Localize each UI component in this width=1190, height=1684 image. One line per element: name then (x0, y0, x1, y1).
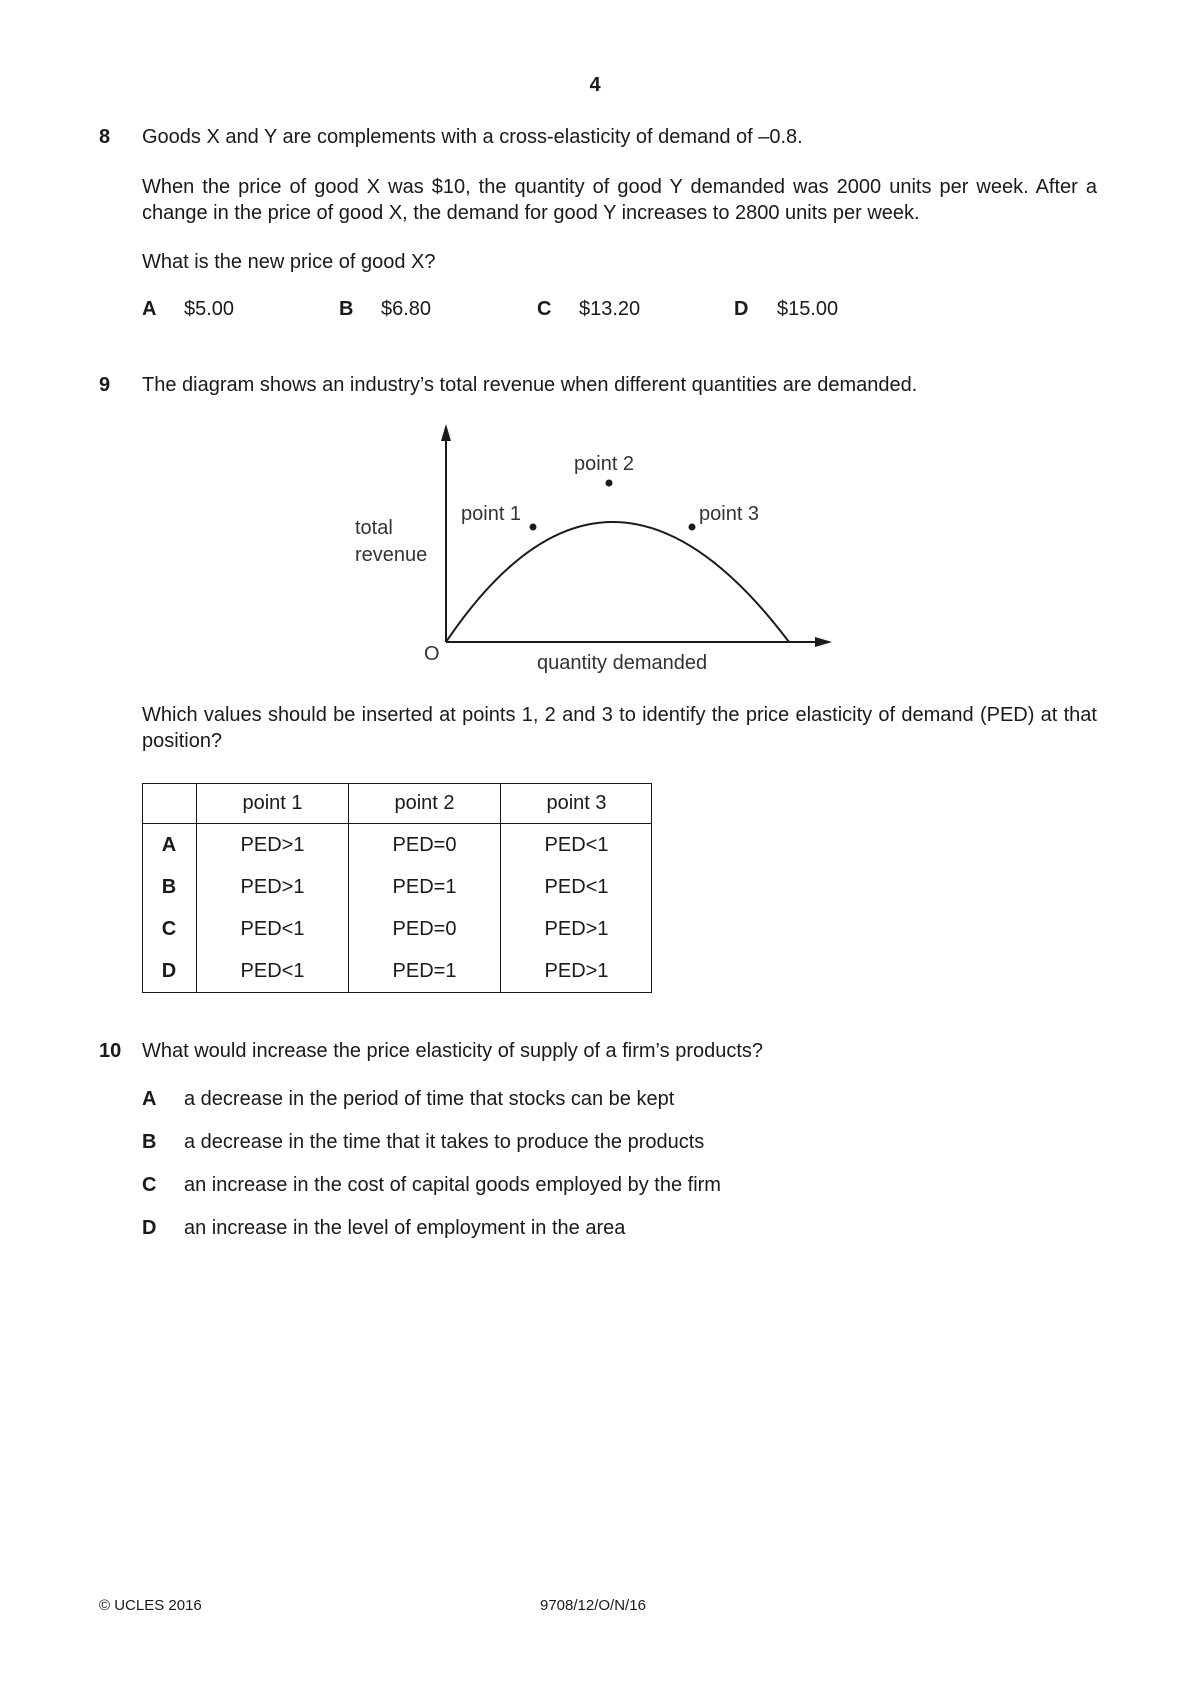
row-point-1-value: PED>1 (197, 866, 349, 908)
row-point-2-value: PED=1 (349, 950, 501, 992)
q10-option-b-letter: B (142, 1131, 157, 1153)
row-point-1-value: PED<1 (197, 950, 349, 992)
row-letter: B (142, 866, 197, 908)
row-point-2-value: PED=1 (349, 866, 501, 908)
q10-option-c-text: an increase in the cost of capital goods employed by the firm (184, 1174, 721, 1196)
row-point-1-value: PED<1 (197, 908, 349, 950)
table-row (142, 908, 652, 950)
x-axis-label: quantity demanded (537, 652, 708, 674)
q8-option-c-text: $13.20 (579, 298, 641, 320)
question-8-info: When the price of good X was $10, the quantity of good Y demanded was 2000 units per week. After a change in the price of good X, the demand for good Y increases to 2800 units per week. (142, 176, 1097, 224)
q8-option-b-letter: B (339, 298, 354, 320)
row-point-3-value: PED<1 (544, 875, 609, 898)
x-axis-arrowhead (815, 637, 832, 647)
q8-option-a-letter: A (142, 298, 157, 320)
table-header-row (142, 783, 652, 824)
row-letter: D (142, 950, 197, 992)
question-10-stem: What would increase the price elasticity of supply of a firm’s products? (142, 1040, 764, 1062)
total-revenue-diagram (0, 0, 1190, 700)
table-row (142, 866, 652, 908)
total-revenue-curve (446, 522, 789, 642)
question-9-question: Which values should be inserted at points 1, 2 and 3 to identify the price elasticity of demand (PED) at that position? (142, 704, 1097, 752)
point-1-marker (530, 524, 537, 531)
question-10-number: 10 (99, 1040, 122, 1062)
q10-option-a-letter: A (142, 1088, 157, 1110)
row-point-3-value: PED>1 (544, 917, 609, 940)
point-1-label: point 1 (461, 503, 522, 525)
table-header-blank (142, 783, 197, 824)
point-2-label: point 2 (574, 453, 635, 475)
y-axis-label-line1: total (355, 517, 393, 539)
q10-option-d-text: an increase in the level of employment in the area (184, 1217, 626, 1239)
table-header-point-2: point 2 (349, 783, 501, 824)
q10-option-d-letter: D (142, 1217, 157, 1239)
row-point-1-value: PED>1 (197, 824, 349, 867)
row-point-2-value: PED=0 (349, 908, 501, 950)
q8-option-c-letter: C (537, 298, 552, 320)
footer-paper-code: 9708/12/O/N/16 (540, 1597, 646, 1614)
q10-option-b-text: a decrease in the time that it takes to produce the products (184, 1131, 705, 1153)
point-2-marker (606, 480, 613, 487)
q10-option-a-text: a decrease in the period of time that stocks can be kept (184, 1088, 675, 1110)
question-9-number: 9 (99, 374, 111, 396)
q8-option-d-text: $15.00 (777, 298, 839, 320)
table-row (142, 950, 652, 992)
point-3-marker (689, 524, 696, 531)
point-3-label: point 3 (699, 503, 760, 525)
row-point-2-value: PED=0 (349, 824, 501, 867)
q8-option-a-text: $5.00 (184, 298, 235, 320)
row-letter: C (142, 908, 197, 950)
table-header-point-1: point 1 (197, 783, 349, 824)
table-row (142, 824, 652, 867)
page-number: 4 (589, 74, 601, 96)
y-axis-label-line2: revenue (355, 544, 428, 566)
q10-option-c-letter: C (142, 1174, 157, 1196)
footer-copyright: © UCLES 2016 (99, 1597, 202, 1614)
row-point-3-value: PED<1 (544, 833, 609, 856)
q8-option-d-letter: D (734, 298, 749, 320)
question-9-stem: The diagram shows an industry’s total revenue when different quantities are demanded. (142, 374, 918, 396)
y-axis-arrowhead (441, 424, 451, 441)
table-header-point-3: point 3 (501, 783, 653, 824)
question-8-question: What is the new price of good X? (142, 251, 436, 273)
question-8-stem: Goods X and Y are complements with a cross-elasticity of demand of –0.8. (142, 126, 803, 148)
origin-label: O (424, 643, 440, 665)
q8-option-b-text: $6.80 (381, 298, 432, 320)
question-8-number: 8 (99, 126, 111, 148)
row-letter: A (142, 824, 197, 867)
row-point-3-value: PED>1 (544, 959, 609, 982)
ped-answer-table (142, 783, 652, 992)
